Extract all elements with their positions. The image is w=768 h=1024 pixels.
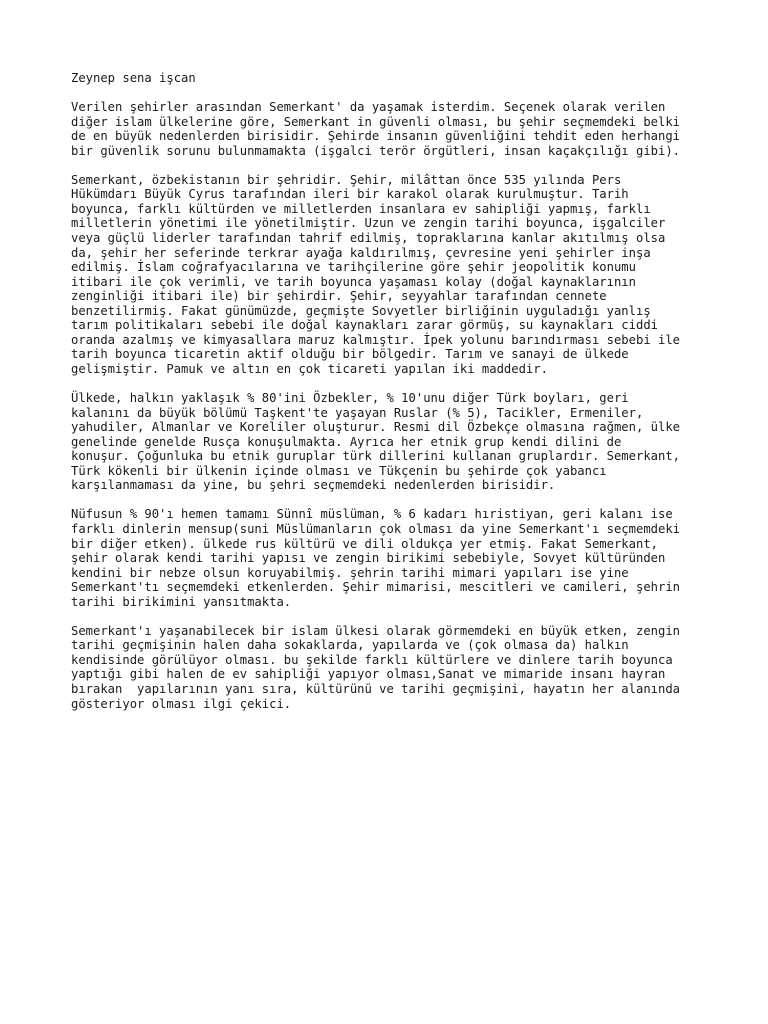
text-line: şehir olarak kendi tarihi yapısı ve zengin birikimi sebebiyle, Sovyet kültüründen (71, 551, 666, 566)
text-line: tarım politikaları sebebi ile doğal kaynakları zarar görmüş, su kaynakları ciddi (71, 318, 658, 333)
text-line: oranda azalmış ve kimyasallara maruz kalmıştır. İpek yolunu barındırması sebebi ile (71, 332, 681, 347)
paragraph (71, 100, 731, 158)
text-line: kendini bir nebze olsun koruyabilmiş. şehrin tarihi mimari yapıları ise yine (71, 565, 629, 580)
text-line: Türk kökenli bir ülkenin içinde olması ve Tükçenin bu şehirde çok yabancı (71, 463, 607, 478)
text-line: tarihi birikimini yansıtmakta. (71, 594, 292, 609)
text-line: kendisinde görülüyor olması. bu şekilde farklı kültürlere ve dinlere tarih boyunca (71, 652, 673, 667)
text-line: bir diğer etken). ülkede rus kültürü ve dili oldukça yer etmiş. Fakat Semerkant, (71, 536, 658, 551)
text-line: de en büyük nedenlerden birisidir. Şehirde insanın güvenliğini tehdit eden herhangi (71, 129, 681, 144)
text-line: Nüfusun % 90'ı hemen tamamı Sünnî müslüman, % 6 kadarı hıristiyan, geri kalanı ise (71, 507, 673, 522)
text-line: gelişmiştir. Pamuk ve altın en çok ticareti yapılan iki maddedir. (71, 361, 548, 376)
paragraph (71, 173, 731, 377)
text-line: zenginliği itibari ile) bir şehirdir. Şehir, seyyahlar tarafından cennete (71, 289, 607, 304)
text-line: yaptığı gibi halen de ev sahipliği yapıyor olması,Sanat ve mimaride insanı hayran (71, 667, 666, 682)
paragraph (71, 391, 731, 493)
text-line: Hükümdarı Büyük Cyrus tarafından ileri bir karakol olarak kurulmuştur. Tarih (71, 187, 629, 202)
paragraph (71, 624, 731, 711)
text-line: konuşur. Çoğunluka bu etnik guruplar türk dillerini kullanan gruplardır. Semerkant, (71, 449, 681, 464)
author-name: Zeynep sena işcan (71, 71, 196, 85)
text-line: tarihi geçmişinin halen daha sokaklarda, yapılarda ve (çok olmasa da) halkın (71, 638, 629, 653)
text-line: gösteriyor olması ilgi çekici. (71, 696, 292, 711)
paragraph (71, 507, 731, 609)
text-line: yahudiler, Almanlar ve Koreliler oluşturur. Resmi dil Özbekçe olmasına rağmen, ülke (71, 420, 681, 435)
document-page (71, 71, 731, 726)
text-line: Verilen şehirler arasından Semerkant' da yaşamak isterdim. Seçenek olarak verilen (71, 100, 666, 115)
text-line: boyunca, farklı kültürden ve milletlerden insanlara ev sahipliği yapmış, farklı (71, 201, 651, 216)
text-line: da, şehir her seferinde terkrar ayağa kaldırılmış, çevresine yeni şehirler inşa (71, 245, 651, 260)
text-line: diğer islam ülkelerine göre, Semerkant in güvenli olması, bu şehir seçmemdeki belki (71, 114, 681, 129)
text-line: karşılanmaması da yine, bu şehri seçmemdeki nedenlerden birisidir. (71, 478, 556, 493)
text-line: kalanını da büyük bölümü Taşkent'te yaşayan Ruslar (% 5), Tacikler, Ermeniler, (71, 405, 644, 420)
text-line: itibari ile çok verimli, ve tarih boyunca yaşaması kolay (doğal kaynaklarının (71, 274, 636, 289)
text-line: farklı dinlerin mensup(suni Müslümanların çok olması da yine Semerkant'ı seçmemdeki (71, 521, 681, 536)
text-line: Semerkant'ı yaşanabilecek bir islam ülkesi olarak görmemdeki en büyük etken, zengin (71, 623, 681, 638)
text-line: Ülkede, halkın yaklaşık % 80'ini Özbekler, % 10'unu diğer Türk boyları, geri (71, 391, 629, 406)
text-line: edilmiş. İslam coğrafyacılarına ve tarihçilerine göre şehir jeopolitik konumu (71, 260, 636, 275)
text-line: veya güçlü liderler tarafından tahrif edilmiş, topraklarına kanlar akıtılmış olsa (71, 231, 666, 246)
text-line: bir güvenlik sorunu bulunmamakta (işgalci terör örgütleri, insan kaçakçılığı gibi). (71, 143, 681, 158)
text-line: Semerkant'tı seçmemdeki etkenlerden. Şehir mimarisi, mescitleri ve camileri, şehrin (71, 580, 681, 595)
text-line: Semerkant, özbekistanın bir şehridir. Şehir, milâttan önce 535 yılında Pers (71, 172, 622, 187)
text-line: benzetilirmiş. Fakat günümüzde, geçmişte Sovyetler birliğinin uyguladığı yanlış (71, 303, 651, 318)
text-line: tarih boyunca ticaretin aktif olduğu bir bölgedir. Tarım ve sanayi de ülkede (71, 347, 629, 362)
text-line: genelinde genelde Rusça konuşulmakta. Ayrıca her etnik grup kendi dilini de (71, 434, 622, 449)
text-line: milletlerin yönetimi ile yönetilmiştir. Uzun ve zengin tarihi boyunca, işgalciler (71, 216, 666, 231)
text-line: bırakan yapılarının yanı sıra, kültürünü ve tarihi geçmişini, hayatın her alanında (71, 681, 681, 696)
